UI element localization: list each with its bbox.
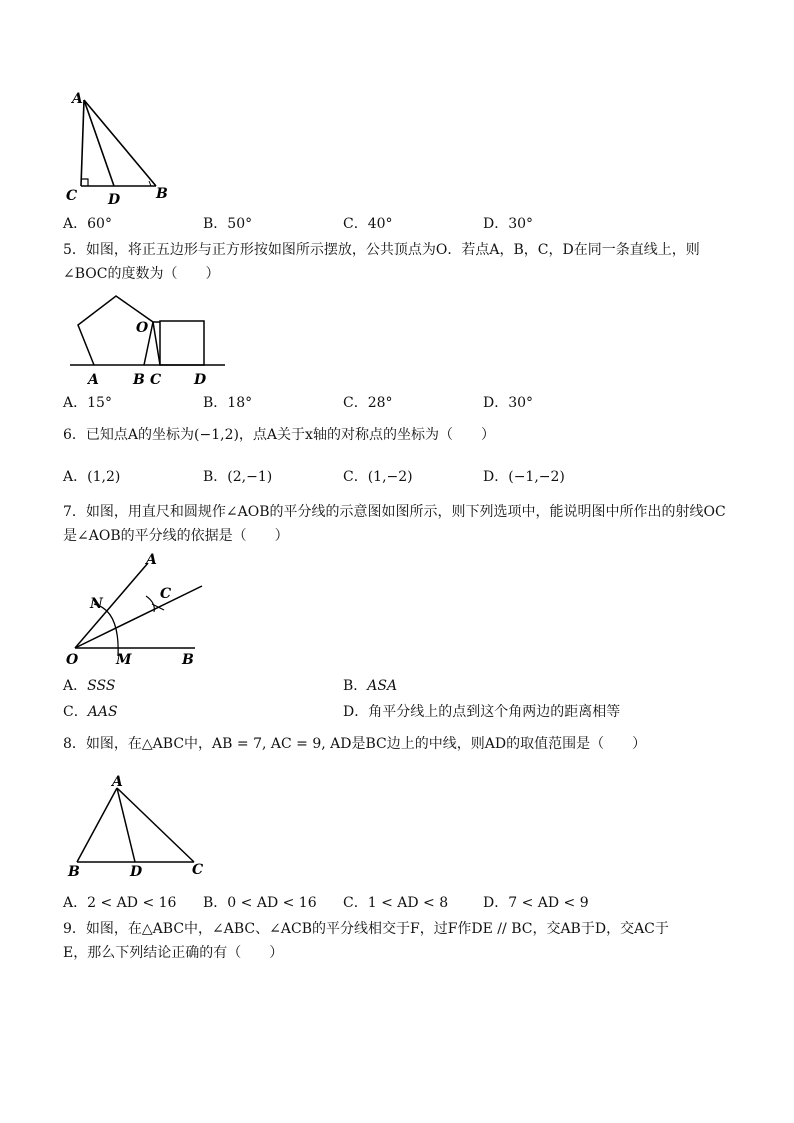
- q6-option-d-letter: D．: [483, 469, 509, 485]
- q5-option-d[interactable]: [483, 393, 533, 413]
- q8-option-d[interactable]: [483, 893, 589, 913]
- q5-option-c-letter: C．: [343, 395, 368, 411]
- q9-stem-line1: 9．如图，在△ABC中，∠ABC、∠ACB的平分线相交于F，过F作DE // BC，交AB于D，交AC于: [63, 921, 669, 937]
- q6-option-a[interactable]: [63, 467, 120, 487]
- q5-option-a-text: 15°: [87, 395, 112, 411]
- q7-option-c-text: AAS: [87, 704, 118, 720]
- q8-option-c-letter: C．: [343, 895, 368, 911]
- q8-option-c-text: 1 < AD < 8: [367, 895, 449, 911]
- q5-option-a-letter: A．: [63, 395, 88, 411]
- q8-label-C: C: [192, 862, 204, 878]
- q8-option-b-text: 0 < AD < 16: [227, 895, 317, 911]
- q4-label-D: D: [108, 192, 121, 208]
- q6-option-c-letter: C．: [343, 469, 368, 485]
- q7-option-d-letter: D．: [343, 704, 369, 720]
- q5-stem-line1: 5．如图，将正五边形与正方形按如图所示摆放，公共顶点为O．若点A，B，C，D在同一条直线上，则: [63, 242, 700, 258]
- q5-option-d-text: 30°: [508, 395, 534, 411]
- q7-figure: [60, 548, 210, 672]
- q6-option-a-letter: A．: [63, 469, 88, 485]
- q4-option-b-text: 50°: [227, 216, 253, 232]
- q4-option-d-letter: D．: [483, 216, 509, 232]
- q6-stem: 6．已知点A的坐标为(−1,2)，点A关于x轴的对称点的坐标为（ ）: [63, 427, 495, 443]
- q6-option-c[interactable]: [343, 467, 413, 487]
- q8-option-b-letter: B．: [203, 895, 228, 911]
- q5-option-a[interactable]: [63, 393, 112, 413]
- q7-option-c-letter: C．: [63, 704, 88, 720]
- q6-option-b[interactable]: [203, 467, 272, 487]
- q4-option-c-letter: C．: [343, 216, 368, 232]
- q7-label-B: B: [182, 652, 194, 668]
- q7-label-O: O: [66, 652, 79, 668]
- q8-label-A: A: [112, 774, 123, 790]
- q8-option-c[interactable]: [343, 893, 448, 913]
- q4-option-d-text: 30°: [508, 216, 534, 232]
- q8-label-D: D: [130, 864, 143, 880]
- q5-label-D: D: [194, 372, 207, 388]
- q7-option-b-text: ASA: [367, 678, 398, 694]
- q5-label-B: B: [133, 372, 145, 388]
- q4-option-b-letter: B．: [203, 216, 228, 232]
- q4-option-a-text: 60°: [87, 216, 112, 232]
- q4-label-C: C: [66, 188, 78, 204]
- q4-figure: [60, 88, 180, 208]
- q8-option-d-text: 7 < AD < 9: [508, 895, 589, 911]
- q4-option-a[interactable]: [63, 214, 112, 234]
- q4-option-a-letter: A．: [63, 216, 88, 232]
- q7-option-a-letter: A．: [63, 678, 88, 694]
- q8-option-a-text: 2 < AD < 16: [87, 895, 177, 911]
- q5-option-b-letter: B．: [203, 395, 228, 411]
- q5-option-b[interactable]: [203, 393, 252, 413]
- q7-option-b[interactable]: [343, 676, 397, 696]
- q4-option-c[interactable]: [343, 214, 393, 234]
- q6-option-a-text: (1,2): [87, 469, 121, 485]
- q5-option-c[interactable]: [343, 393, 393, 413]
- q8-option-a-letter: A．: [63, 895, 88, 911]
- q8-option-a[interactable]: [63, 893, 176, 913]
- q7-option-b-letter: B．: [343, 678, 368, 694]
- q7-stem-line2: 是∠AOB的平分线的依据是（ ）: [63, 528, 289, 544]
- q6-option-c-text: (1,−2): [367, 469, 413, 485]
- q9-stem-line2: E，那么下列结论正确的有（ ）: [63, 945, 284, 961]
- q6-option-d[interactable]: [483, 467, 565, 487]
- q7-label-A: A: [146, 552, 157, 568]
- q5-label-O: O: [136, 320, 149, 336]
- q7-option-d-text: 角平分线上的点到这个角两边的距离相等: [368, 704, 621, 720]
- q8-stem: 8．如图，在△ABC中，AB = 7, AC = 9, AD是BC边上的中线，则AD的取值范围是（ ）: [63, 736, 647, 752]
- q8-figure: [62, 770, 212, 880]
- q7-label-N: N: [90, 596, 103, 612]
- q4-label-B: B: [156, 186, 168, 202]
- q4-label-A: A: [72, 91, 83, 107]
- q7-option-a-text: SSS: [87, 678, 116, 694]
- q6-option-d-text: (−1,−2): [508, 469, 565, 485]
- q4-option-b[interactable]: [203, 214, 252, 234]
- q6-option-b-text: (2,−1): [227, 469, 273, 485]
- q8-option-b[interactable]: [203, 893, 317, 913]
- q5-stem-line2: ∠BOC的度数为（ ）: [63, 266, 220, 282]
- q7-option-a[interactable]: [63, 676, 115, 696]
- q5-label-C: C: [150, 372, 162, 388]
- q4-option-c-text: 40°: [367, 216, 393, 232]
- q4-option-d[interactable]: [483, 214, 533, 234]
- q7-option-d[interactable]: [343, 702, 620, 722]
- q8-option-d-letter: D．: [483, 895, 509, 911]
- q5-option-c-text: 28°: [367, 395, 393, 411]
- q7-stem-line1: 7．如图，用直尺和圆规作∠AOB的平分线的示意图如图所示，则下列选项中，能说明图中所作出的射线OC: [63, 504, 726, 520]
- q8-label-B: B: [68, 864, 80, 880]
- q6-option-b-letter: B．: [203, 469, 228, 485]
- q7-option-c[interactable]: [63, 702, 118, 722]
- q5-option-d-letter: D．: [483, 395, 509, 411]
- q5-label-A: A: [88, 372, 99, 388]
- q5-figure: [60, 288, 240, 392]
- q5-option-b-text: 18°: [227, 395, 253, 411]
- q7-label-C: C: [160, 586, 172, 602]
- q7-label-M: M: [116, 652, 132, 668]
